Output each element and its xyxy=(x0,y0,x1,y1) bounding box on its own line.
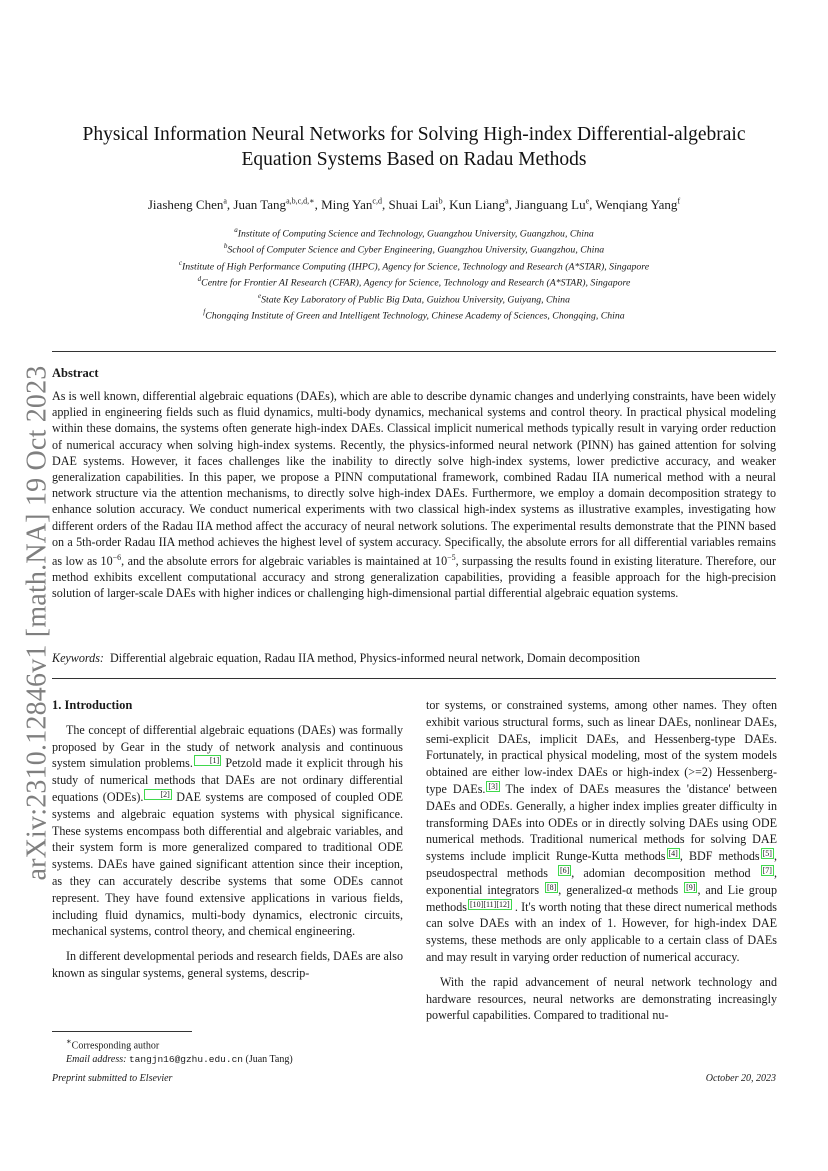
citation-link[interactable]: [4] xyxy=(668,849,678,859)
keywords xyxy=(52,650,776,666)
affiliation-list xyxy=(52,224,776,323)
paper-title: Physical Information Neural Networks for Solving High-index Differential-algebraic Equation Systems Based on Radau Methods xyxy=(82,124,746,170)
author: Shuai Lai$^b$, xyxy=(388,197,450,213)
abstract-body: As is well known, differential algebraic equations (DAEs), which are able to describe dynamic changes and underlying constraints, have been widely applied in engineering fields such as fluid dynamics, multi-body dynamics, mechanical systems and control theory. In practical physical modeling within these domains, the systems often generate high-index DAEs. Classical implicit numerical methods typically result in varying order reduction of numerical accuracy when solving high-index systems. Recently, the physics-informed neural network (PINN) has gained attention for solving DAE systems. However, it faces challenges like the inability to directly solve high-index systems, lower predictive accuracy, and weaker generalization capabilities. In this paper, we propose a PINN computational framework, combined Radau IIA numerical method with a neural network structure via the attention mechanisms, to directly solve high-index DAEs. Furthermore, we employ a domain decomposition strategy to enhance solution accuracy. We conduct numerical experiments with two classical high-index systems as illustrative examples, investigating how different orders of the Radau IIA method affect the accuracy of neural network solutions. The experimental results demonstrate that the PINN based on a 5th-order Radau IIA method achieves the highest level of system accuracy. Specifically, the absolute errors for all differential variables remains as low as $10^{-6}$, and the absolute errors for algebraic variables is maintained at $10^{-5}$, surpassing the results found in existing literature. Therefore, our method exhibits excellent computational accuracy and strong generalization capabilities, providing a feasible approach for the high-precision solution of larger-scale DAEs with higher indices or challenging high-dimensional partial differential algebraic equation systems. xyxy=(52,389,776,601)
paragraph: The concept of differential algebraic equations (DAEs) was formally proposed by Gear in the study of network analysis and continuous system simulation problems. [1] Petzold made it explicit through his study of numerical methods that DAEs are not ordinary differential equations (ODEs). [2] DAE systems are composed of coupled ODE systems and algebraic equation systems with physical significance. These systems encompass both differential and algebraic variables, and their system form is more generalized compared to traditional ODE systems. DAEs have gained significant attention since their inception, as they can accurately describe systems that some ODEs cannot represent. They have found extensive applications in various fields, including fluid dynamics, multi-body dynamics, electronic circuits, mechanical systems, control theory, and chemical engineering. xyxy=(52,722,403,939)
author: Ming Yan$^{c,d}$, xyxy=(321,197,389,213)
keywords-text: Differential algebraic equation, Radau IIA method, Physics-informed neural network, Domain decomposition xyxy=(110,651,641,665)
author: Jiasheng Chen$^a$, xyxy=(147,197,234,213)
citation-link[interactable]: [9] xyxy=(686,882,696,892)
email-link[interactable]: tangjn16@gzhu.edu.cn xyxy=(128,1054,243,1066)
arxiv-identifier-text: arXiv:2310.12846v1 [math.NA] 19 Oct 2023 xyxy=(22,364,54,881)
abstract-bottom-rule xyxy=(52,678,776,679)
left-column xyxy=(52,697,403,982)
footnote-corresponding: ∗Corresponding author xyxy=(66,1037,160,1052)
citation-link[interactable]: [7] xyxy=(762,865,772,875)
citation-link[interactable]: [1] xyxy=(194,755,221,766)
affiliation: $^a$Institute of Computing Science and Technology, Guangzhou University, Guangzhou, China xyxy=(234,226,594,240)
paragraph: tor systems, or constrained systems, among other names. They often exhibit various structural forms, such as linear DAEs, nonlinear DAEs, semi-explicit DAEs, implicit DAEs, and Hessenberg-type DAEs. Fortunately, in practical physical modeling, most of the system models obtained are either low-index DAEs or high-index (>=2) Hessenberg-type DAEs. [3] The index of DAEs measures the 'distance' between DAEs and ODEs. Generally, a higher index implies greater difficulty in transforming DAEs into ODEs or in directly solving DAEs using ODE numerical methods. Traditional numerical methods for solving DAE systems include implicit Runge-Kutta methods [4] , BDF methods [5] , pseudospectral methods [6] , adomian decomposition method [7] , exponential integrators [8] , generalized-α methods [9] , and Lie group methods [10][11][12] . It's worth noting that these direct numerical methods can solve DAEs with an index of 1. However, for high-index DAE systems, these methods are only applicable to a certain class of DAEs and may result in varying order reduction of numerical accuracy. xyxy=(426,698,777,964)
citation-link[interactable]: [6] xyxy=(559,865,570,875)
affiliation: $^c$Institute of High Performance Computing (IHPC), Agency for Science, Technology and Research (A*STAR), Singapore xyxy=(178,258,650,273)
abstract-top-rule xyxy=(52,351,776,352)
abstract-heading: Abstract xyxy=(52,366,99,380)
affiliation: $^d$Centre for Frontier AI Research (CFAR), Agency for Science, Technology and Research (A*STAR), Singapore xyxy=(197,275,631,289)
footnote xyxy=(52,1035,403,1067)
affiliation: $^e$State Key Laboratory of Public Big Data, Guizhou University, Guiyang, China xyxy=(258,291,570,306)
section-heading: 1. Introduction xyxy=(52,698,133,712)
author: Jianguang Lu$^e$, xyxy=(515,197,596,213)
footnote-rule xyxy=(52,1031,192,1032)
page-footer xyxy=(52,1073,776,1084)
citation-link[interactable]: [10][11][12] xyxy=(469,899,510,909)
right-column xyxy=(426,697,777,1024)
citation-link[interactable]: [8] xyxy=(546,882,557,892)
paragraph: With the rapid advancement of neural network technology and hardware resources, neural networks are demonstrating increasingly powerful capabilities. Compared to traditional nu- xyxy=(426,974,777,1023)
citation-link[interactable]: [3] xyxy=(488,781,498,791)
author: Kun Liang$^a$, xyxy=(449,197,516,213)
citation-link[interactable]: [5] xyxy=(762,849,772,859)
footer-date: October 20, 2023 xyxy=(705,1073,776,1084)
affiliation: $^b$School of Computer Science and Cyber Engineering, Guangzhou University, Guangzhou, China xyxy=(223,242,605,256)
footer-journal: Preprint submitted to Elsevier xyxy=(52,1073,173,1084)
author: Juan Tang$^{a,b,c,d,∗}$, xyxy=(233,197,322,213)
affiliation: $^f$Chongqing Institute of Green and Intelligent Technology, Chinese Academy of Sciences, Chongqing, China xyxy=(203,308,625,322)
footnote-email: Email address: tangjn16@gzhu.edu.cn (Juan Tang) xyxy=(66,1054,293,1066)
author: Wenqiang Yang$^f$ xyxy=(595,197,681,213)
author-list xyxy=(52,194,776,213)
keywords-label: Keywords: xyxy=(52,651,104,665)
citation-link[interactable]: [2] xyxy=(144,789,171,800)
paragraph: In different developmental periods and research fields, DAEs are also known as singular systems, general systems, descrip- xyxy=(52,949,403,980)
